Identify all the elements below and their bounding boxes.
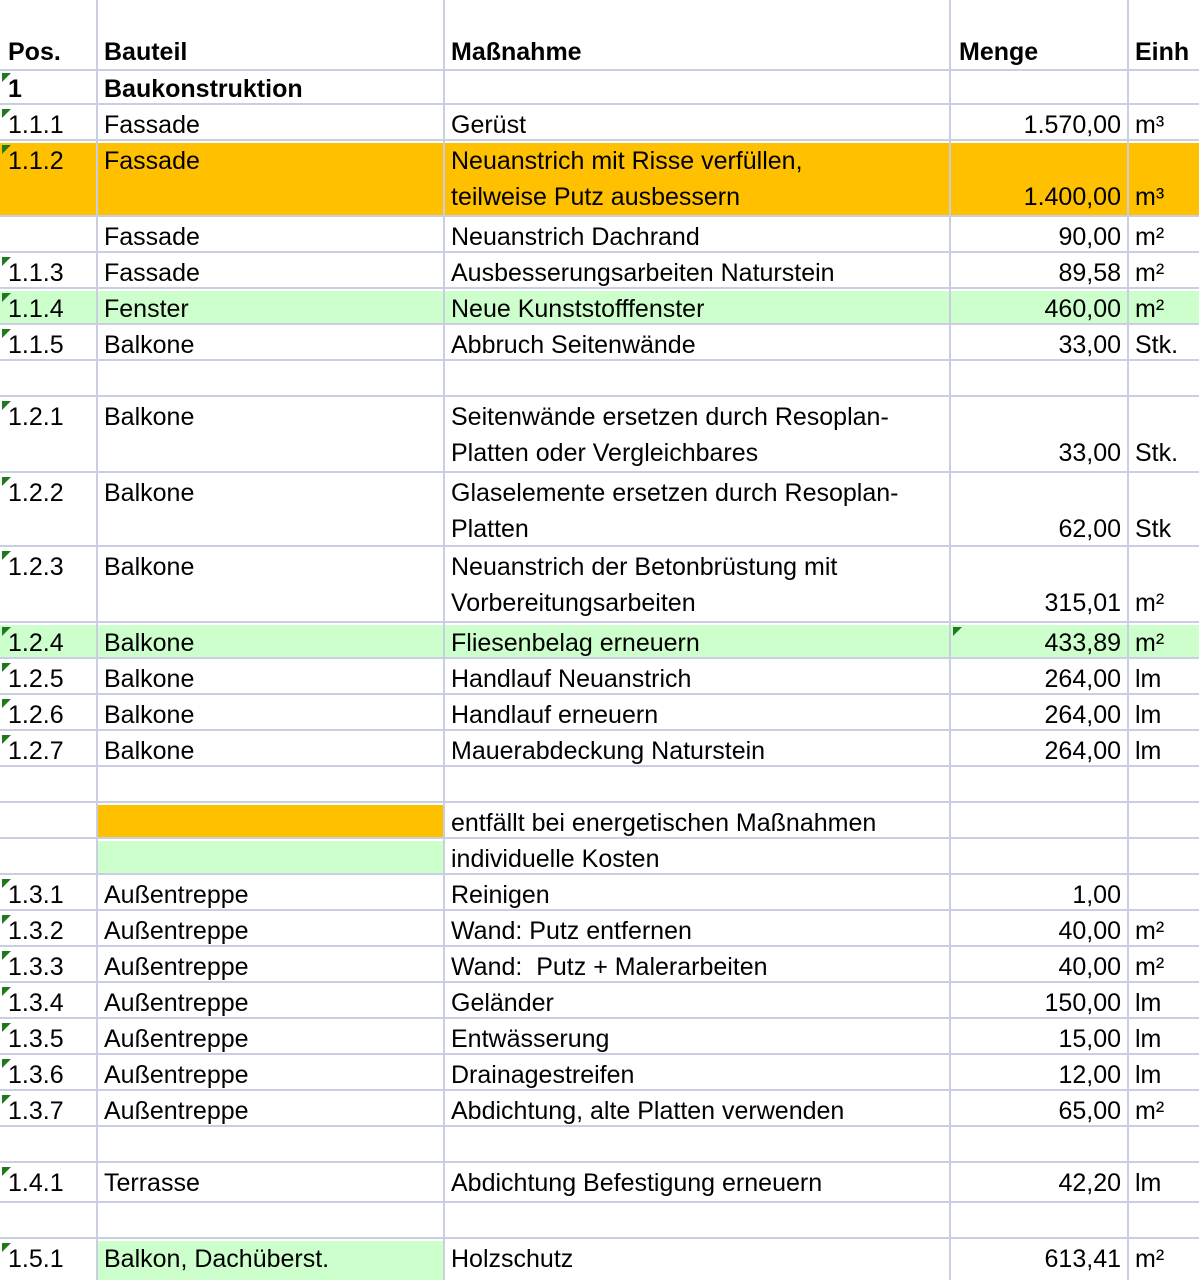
massnahme-line-2: Vorbereitungsarbeiten [451,589,696,617]
cell-pos[interactable]: 1.2.7 [8,737,64,765]
table-row[interactable] [0,913,1199,947]
cell-einheit[interactable]: lm [1135,1061,1162,1089]
cell-einheit[interactable]: m² [1135,295,1165,323]
table-row[interactable] [0,71,1199,105]
cell-menge[interactable]: 460,00 [1044,295,1121,323]
cell-einheit[interactable]: lm [1135,665,1162,693]
cell-bauteil[interactable]: Außentreppe [104,1061,249,1089]
cell-menge[interactable]: 90,00 [1058,223,1121,251]
table-row[interactable] [0,291,1199,325]
table-row[interactable] [0,625,1199,659]
table-row[interactable] [0,661,1199,695]
massnahme-line-1: Seitenwände ersetzen durch Resoplan- [451,403,889,431]
column-gridline [949,0,951,1280]
table-row[interactable] [0,255,1199,289]
cell-massnahme[interactable] [445,71,949,103]
cell-menge[interactable]: 1.400,00 [1023,183,1121,211]
table-row[interactable] [0,549,1199,623]
cell-bauteil[interactable]: Baukonstruktion [104,75,303,103]
cell-einheit[interactable]: lm [1135,989,1162,1017]
cell-bauteil[interactable]: Balkone [104,629,195,657]
cell-bauteil[interactable]: Außentreppe [104,1025,249,1053]
cell-pos[interactable]: 1.2.2 [8,479,64,507]
table-row[interactable] [0,1165,1199,1203]
table-row[interactable] [0,475,1199,547]
cell-einheit[interactable]: m² [1135,223,1165,251]
cell-pos[interactable]: 1.3.1 [8,881,64,909]
cell-massnahme[interactable]: Holzschutz [451,1245,574,1273]
legend-swatch-orange[interactable] [98,805,443,837]
cell-massnahme[interactable]: Wand: Putz + Malerarbeiten [451,953,768,981]
cell-massnahme[interactable]: Drainagestreifen [451,1061,635,1089]
cell-massnahme[interactable]: Entwässerung [451,1025,610,1053]
cell-einheit[interactable] [1129,877,1199,909]
cell-menge[interactable]: 1.570,00 [1023,111,1121,139]
cell-einheit[interactable]: lm [1135,701,1162,729]
cell-einheit[interactable]: m² [1135,953,1165,981]
table-row[interactable] [0,219,1199,253]
cell-pos[interactable]: 1.3.4 [8,989,64,1017]
cell-menge[interactable]: 264,00 [1044,701,1121,729]
table-row[interactable] [0,1057,1199,1091]
cell-bauteil[interactable]: Fassade [104,147,200,175]
massnahme-line-1: Glaselemente ersetzen durch Resoplan- [451,479,899,507]
cell-massnahme[interactable]: Abbruch Seitenwände [451,331,696,359]
cell-massnahme[interactable] [445,549,949,621]
header-menge[interactable]: Menge [959,38,1039,66]
cell-bauteil[interactable]: Balkone [104,665,195,693]
table-row[interactable] [0,1021,1199,1055]
cell-bauteil[interactable]: Balkone [104,737,195,765]
legend-row[interactable] [0,805,1199,839]
table-row[interactable] [0,877,1199,911]
cell-massnahme[interactable] [445,143,949,215]
cell-bauteil[interactable]: Balkone [104,403,195,431]
cell-einheit[interactable]: m³ [1135,111,1165,139]
cell-pos[interactable]: 1.3.2 [8,917,64,945]
cell-pos[interactable]: 1.4.1 [8,1169,64,1197]
column-gridline [96,0,98,1280]
cell-einheit[interactable]: lm [1135,737,1162,765]
cell-einheit[interactable]: Stk. [1135,439,1179,467]
table-row[interactable] [0,107,1199,141]
cell-einheit[interactable]: m² [1135,1245,1165,1273]
cell-bauteil[interactable]: Außentreppe [104,953,249,981]
cell-pos[interactable] [0,805,96,837]
table-row[interactable] [0,697,1199,731]
cell-pos[interactable]: 1.1.4 [8,295,64,323]
cell-einheit[interactable]: m² [1135,259,1165,287]
cell-menge[interactable]: 315,01 [1044,589,1121,617]
cell-menge[interactable]: 1,00 [1072,881,1121,909]
table-row[interactable] [0,399,1199,473]
column-gridline [443,0,445,1280]
cell-massnahme[interactable]: Ausbesserungsarbeiten Naturstein [451,259,835,287]
cell-massnahme[interactable]: Fliesenbelag erneuern [451,629,700,657]
cell-pos[interactable] [0,219,96,251]
cell-bauteil[interactable]: Terrasse [104,1169,200,1197]
cell-bauteil[interactable]: Fassade [104,111,200,139]
legend-swatch-green[interactable] [98,841,443,873]
massnahme-line-2: teilweise Putz ausbessern [451,183,741,211]
cell-einheit[interactable]: Stk [1135,515,1172,543]
cell-massnahme[interactable]: Handlauf Neuanstrich [451,665,692,693]
cell-bauteil[interactable]: Balkon, Dachüberst. [98,1241,443,1280]
cell-bauteil[interactable]: Fassade [104,223,200,251]
cell-pos[interactable]: 1.1.3 [8,259,64,287]
cell-pos[interactable]: 1.2.4 [8,629,64,657]
cell-pos[interactable]: 1.1.5 [8,331,64,359]
header-massnahme[interactable]: Maßnahme [451,38,582,66]
cell-massnahme[interactable]: Neuanstrich Dachrand [451,223,700,251]
cell-pos[interactable]: 1.1.1 [8,111,64,139]
empty-row[interactable] [0,363,1199,397]
cell-bauteil[interactable]: Außentreppe [104,917,249,945]
table-row[interactable] [0,949,1199,983]
cell-menge[interactable]: 33,00 [1058,439,1121,467]
cell-massnahme[interactable]: Neue Kunststofffenster [451,295,705,323]
cell-massnahme[interactable]: Gerüst [451,111,527,139]
cell-pos[interactable]: 1.3.3 [8,953,64,981]
cell-massnahme[interactable]: Geländer [451,989,554,1017]
cell-menge[interactable]: 40,00 [1058,917,1121,945]
cell-menge[interactable]: 12,00 [1058,1061,1121,1089]
empty-row[interactable] [0,1129,1199,1163]
cell-menge[interactable]: 42,20 [1058,1169,1121,1197]
cell-einheit[interactable]: Stk. [1135,331,1179,359]
legend-row[interactable] [0,841,1199,875]
massnahme-line-2: Platten oder Vergleichbares [451,439,759,467]
empty-row[interactable] [0,1205,1199,1239]
cell-einheit[interactable]: m² [1135,1097,1165,1125]
massnahme-line-1: Neuanstrich der Betonbrüstung mit [451,553,838,581]
cell-menge[interactable]: 613,41 [1044,1245,1121,1273]
cell-menge[interactable]: 65,00 [1058,1097,1121,1125]
legend-text[interactable]: entfällt bei energetischen Maßnahmen [451,809,877,837]
cell-einheit[interactable]: lm [1135,1169,1162,1197]
cell-menge[interactable]: 40,00 [1058,953,1121,981]
cell-pos[interactable]: 1.3.7 [8,1097,64,1125]
massnahme-line-2: Platten [451,515,529,543]
cell-massnahme[interactable]: Handlauf erneuern [451,701,659,729]
cell-pos[interactable]: 1.1.2 [8,147,64,175]
cell-pos[interactable]: 1.5.1 [8,1245,64,1273]
cell-pos[interactable]: 1.2.5 [8,665,64,693]
cell-massnahme[interactable]: Abdichtung, alte Platten verwenden [451,1097,845,1125]
cell-menge[interactable]: 33,00 [1058,331,1121,359]
header-row [0,0,1199,71]
header-einheit[interactable]: Einh [1135,38,1190,66]
cell-massnahme[interactable]: Wand: Putz entfernen [451,917,692,945]
table-row[interactable] [0,143,1199,217]
header-pos[interactable]: Pos. [8,38,61,66]
cell-menge[interactable]: 62,00 [1058,515,1121,543]
table-row[interactable] [0,327,1199,361]
cell-bauteil[interactable]: Balkone [104,479,195,507]
cell-pos[interactable]: 1.3.5 [8,1025,64,1053]
cell-menge[interactable]: 89,58 [1058,259,1121,287]
cell-bauteil[interactable]: Balkone [104,553,195,581]
cell-bauteil[interactable]: Balkone [104,701,195,729]
cell-massnahme[interactable]: Mauerabdeckung Naturstein [451,737,766,765]
table-row[interactable] [0,1093,1199,1127]
cell-bauteil[interactable]: Außentreppe [104,1097,249,1125]
cell-massnahme[interactable]: Abdichtung Befestigung erneuern [451,1169,823,1197]
cell-pos[interactable]: 1.2.1 [8,403,64,431]
cell-einheit[interactable]: m² [1135,917,1165,945]
cell-einheit[interactable]: m² [1135,629,1165,657]
cell-einheit[interactable]: m² [1135,589,1165,617]
cell-menge[interactable]: 264,00 [1044,665,1121,693]
cell-massnahme[interactable]: Reinigen [451,881,550,909]
cell-menge[interactable]: 15,00 [1058,1025,1121,1053]
cell-bauteil[interactable]: Außentreppe [104,881,249,909]
cell-einheit[interactable]: m³ [1135,183,1165,211]
cell-pos[interactable]: 1 [8,75,22,103]
cell-pos[interactable]: 1.3.6 [8,1061,64,1089]
table-row[interactable] [0,985,1199,1019]
cell-menge[interactable] [951,71,1127,103]
empty-row[interactable] [0,769,1199,803]
cell-einheit[interactable] [1129,71,1199,103]
legend-text[interactable]: individuelle Kosten [451,845,660,873]
cell-bauteil[interactable]: Außentreppe [104,989,249,1017]
cell-menge[interactable]: 433,89 [1044,629,1121,657]
cell-bauteil[interactable]: Fenster [104,295,189,323]
cell-menge[interactable]: 150,00 [1044,989,1121,1017]
cell-menge[interactable]: 264,00 [1044,737,1121,765]
cell-pos[interactable]: 1.2.3 [8,553,64,581]
cell-massnahme[interactable] [445,399,949,471]
cell-massnahme[interactable] [445,475,949,545]
cell-bauteil[interactable]: Balkone [104,331,195,359]
massnahme-line-1: Neuanstrich mit Risse verfüllen, [451,147,803,175]
header-bauteil[interactable]: Bauteil [104,38,188,66]
cell-einheit[interactable]: lm [1135,1025,1162,1053]
column-gridline [1127,0,1129,1280]
cell-pos[interactable]: 1.2.6 [8,701,64,729]
table-row[interactable] [0,1241,1199,1280]
table-row[interactable] [0,733,1199,767]
cell-pos[interactable] [0,841,96,873]
cell-bauteil[interactable]: Fassade [104,259,200,287]
